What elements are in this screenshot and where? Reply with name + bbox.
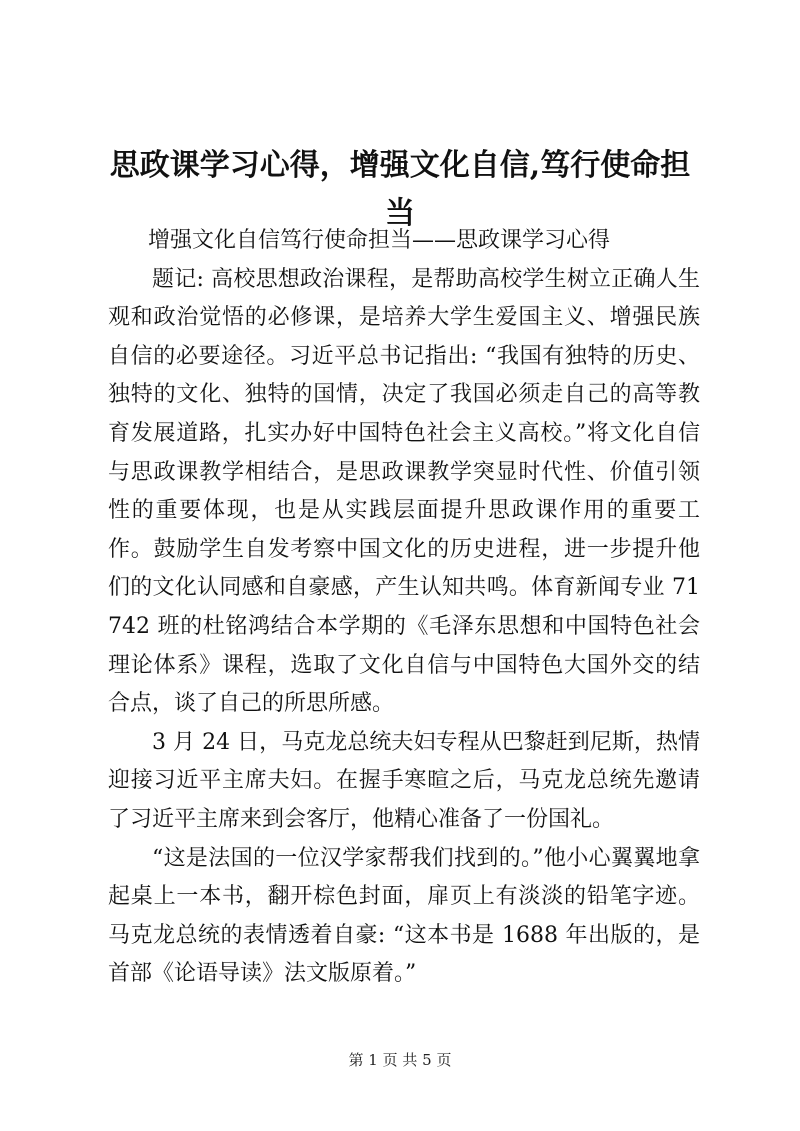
document-title: 思政课学习心得，增强文化自信,笃行使命担当 — [109, 148, 691, 231]
body-paragraph: “这是法国的一位汉学家帮我们找到的。”他小心翼翼地拿起桌上一本书，翻开棕色封面，扉页上有淡淡的铅笔字迹。马克龙总统的表情透着自豪: “这本书是 1688 年出版的，是首部《论语导读》法文版原着。” — [108, 845, 700, 987]
epigraph-paragraph: 题记: 高校思想政治课程，是帮助高校学生树立正确人生观和政治觉悟的必修课，是培养大学生爱国主义、增强民族自信的必要途径。习近平总书记指出: “我国有独特的历史、独特的文化、独特的国情，决定了我国必须走自己的高等教育发展道路，扎实办好中国特色社会主义高校。”将文化自信与思政课教学相结合，是思政课教学突显时代性、价值引领性的重要体现，也是从实践层面提升思政课作用的重要工作。鼓励学生自发考察中国文化的历史进程，进一步提升他们的文化认同感和自豪感，产生认知共鸣。体育新闻专业 71742 班的杜铭鸿结合本学期的《毛泽东思想和中国特色社会理论体系》课程，选取了文化自信与中国特色大国外交的结合点，谈了自己的所思所感。 — [108, 266, 700, 717]
page-footer: 第 1 页 共 5 页 — [348, 1051, 452, 1069]
document-body — [108, 222, 700, 994]
body-paragraph: 3 月 24 日，马克龙总统夫妇专程从巴黎赶到尼斯，热情迎接习近平主席夫妇。在握手寒暄之后，马克龙总统先邀请了习近平主席来到会客厅，他精心准备了一份国礼。 — [108, 729, 700, 832]
subtitle-paragraph: 增强文化自信笃行使命担当——思政课学习心得 — [148, 228, 611, 253]
